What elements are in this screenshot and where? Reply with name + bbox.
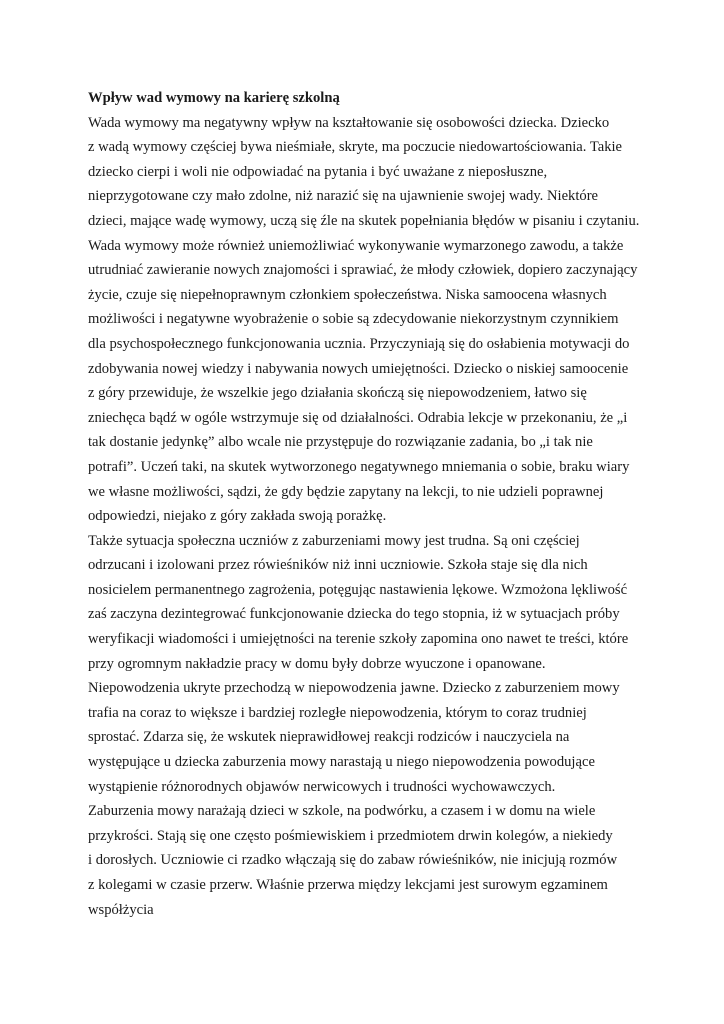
text-line: Wada wymowy ma negatywny wpływ na kształtowanie się osobowości dziecka. Dziecko xyxy=(88,114,610,131)
text-line: dla psychospołecznego funkcjonowania ucznia. Przyczyniają się do osłabienia motywacji do xyxy=(88,335,630,352)
text-line: Także sytuacja społeczna uczniów z zaburzeniami mowy jest trudna. Są oni częściej xyxy=(88,532,580,549)
document-body xyxy=(88,86,648,922)
text-line: i dorosłych. Uczniowie ci rzadko włączają się do zabaw rówieśników, nie inicjują rozmów xyxy=(88,852,618,869)
text-line: tak dostanie jedynkę” albo wcale nie przystępuje do rozwiązanie zadania, bo „i tak nie xyxy=(88,434,593,451)
document-text xyxy=(88,111,648,923)
text-line: Wada wymowy może również uniemożliwiać wykonywanie wymarzonego zawodu, a także xyxy=(88,237,624,254)
text-line: dzieci, mające wadę wymowy, uczą się źle na skutek popełniania błędów w pisaniu i czytaniu. xyxy=(88,212,640,229)
text-line: Niepowodzenia ukryte przechodzą w niepowodzenia jawne. Dziecko z zaburzeniem mowy xyxy=(88,680,620,697)
text-line: weryfikacji wiadomości i umiejętności na terenie szkoły zapomina ono nawet te treści, które xyxy=(88,631,629,648)
text-line: współżycia xyxy=(88,901,154,918)
text-line: potrafi”. Uczeń taki, na skutek wytworzonego negatywnego mniemania o sobie, braku wiary xyxy=(88,458,630,475)
document-title: Wpływ wad wymowy na karierę szkolną xyxy=(88,90,340,106)
text-line: życie, czuje się niepełnoprawnym członkiem społeczeństwa. Niska samoocena własnych xyxy=(88,286,607,303)
text-line: Zaburzenia mowy narażają dzieci w szkole, na podwórku, a czasem i w domu na wiele xyxy=(88,803,596,820)
text-line: zdobywania nowej wiedzy i nabywania nowych umiejętności. Dziecko o niskiej samoocenie xyxy=(88,360,629,377)
text-line: zaś zaczyna dezintegrować funkcjonowanie dziecka do tego stopnia, iż w sytuacjach próby xyxy=(88,606,620,623)
text-line: odrzucani i izolowani przez rówieśników niż inni uczniowie. Szkoła staje się dla nich xyxy=(88,557,588,574)
text-line: nieprzygotowane czy mało zdolne, niż narazić się na ujawnienie swojej wady. Niektóre xyxy=(88,188,599,205)
text-line: przykrości. Stają się one często pośmiewiskiem i przedmiotem drwin kolegów, a niekiedy xyxy=(88,827,613,844)
text-line: możliwości i negatywne wyobrażenie o sobie są zdecydowanie niekorzystnym czynnikiem xyxy=(88,311,619,328)
text-line: trafia na coraz to większe i bardziej rozległe niepowodzenia, którym to coraz trudniej xyxy=(88,704,587,721)
text-line: zniechęca bądź w ogóle wstrzymuje się od działalności. Odrabia lekcje w przekonaniu, że „i xyxy=(88,409,628,426)
text-line: utrudniać zawieranie nowych znajomości i sprawiać, że młody człowiek, dopiero zaczynający xyxy=(88,262,638,279)
text-line: z góry przewiduje, że wszelkie jego działania skończą się niepowodzeniem, łatwo się xyxy=(88,385,587,402)
text-line: dziecko cierpi i woli nie odpowiadać na pytania i być uważane z nieposłuszne, xyxy=(88,163,548,180)
text-line: z wadą wymowy częściej bywa nieśmiałe, skryte, ma poczucie niedowartościowania. Takie xyxy=(88,139,623,156)
text-line: odpowiedzi, niejako z góry zakłada swoją porażkę. xyxy=(88,508,387,525)
text-line: wystąpienie różnorodnych objawów nerwicowych i trudności wychowawczych. xyxy=(88,778,556,795)
text-line: nosicielem permanentnego zagrożenia, potęgując nastawienia lękowe. Wzmożona lękliwość xyxy=(88,581,628,598)
text-line: przy ogromnym nakładzie pracy w domu były dobrze wyuczone i opanowane. xyxy=(88,655,546,672)
text-line: z kolegami w czasie przerw. Właśnie przerwa między lekcjami jest surowym egzaminem xyxy=(88,877,608,893)
text-line: we własne możliwości, sądzi, że gdy będzie zapytany na lekcji, to nie udzieli poprawnej xyxy=(88,483,604,500)
text-line: sprostać. Zdarza się, że wskutek nieprawidłowej reakcji rodziców i nauczyciela na xyxy=(88,729,570,746)
text-line: występujące u dziecka zaburzenia mowy narastają u niego niepowodzenia powodujące xyxy=(88,754,595,771)
